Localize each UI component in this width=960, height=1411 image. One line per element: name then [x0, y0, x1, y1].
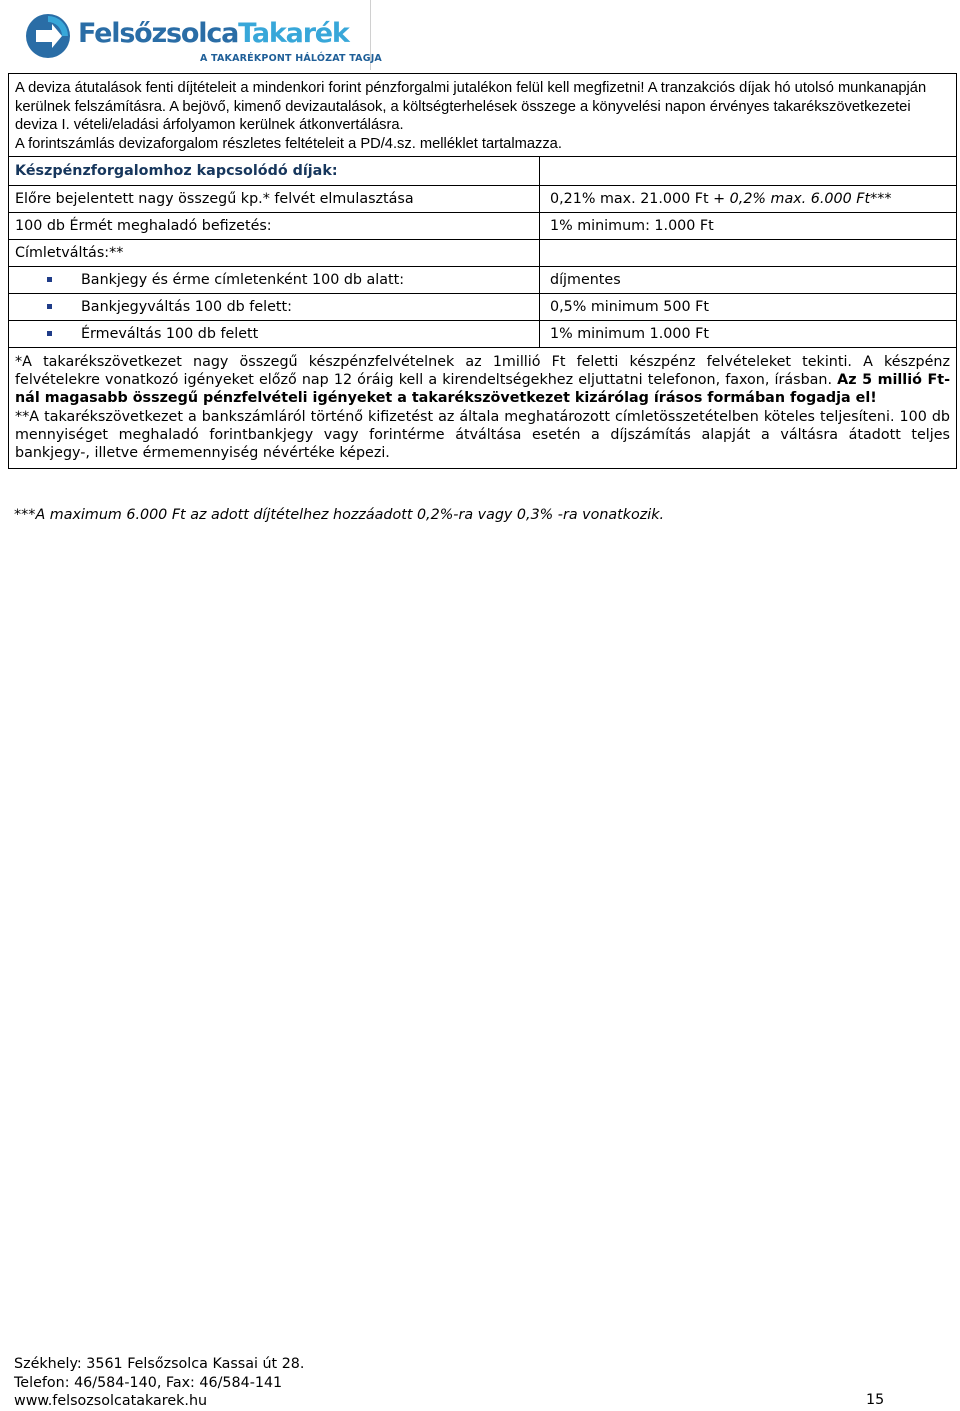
- page-footer: [14, 1355, 304, 1411]
- page-number: 15: [866, 1392, 885, 1408]
- row-label: Előre bejelentett nagy összegű kp.* felvét elmulasztása: [9, 186, 540, 213]
- table-row: [9, 186, 957, 213]
- row-label: 100 db Érmét meghaladó befizetés:: [9, 213, 540, 240]
- row-label-bulleted: Bankjegyváltás 100 db felett:: [9, 294, 540, 321]
- logo-tagline: A TAKARÉKPONT HÁLÓZAT TAGJA: [200, 53, 382, 64]
- footnote-2: **A takarékszövetkezet a bankszámláról történő kifizetést az általa meghatározott címletösszetételben köteles teljesíteni. 100 db mennyiséget meghaladó forintbankjegy vagy forintérme átváltása esetén a díjszámítás alapját a váltásra átadott teljes bankjegy-, illetve érmemennyiség névértéke képezi.: [15, 408, 950, 462]
- row-label-bulleted: Érmeváltás 100 db felett: [9, 321, 540, 348]
- table-row: [9, 267, 957, 294]
- empty-cell: [540, 157, 957, 186]
- row-value: 1% minimum: 1.000 Ft: [540, 213, 957, 240]
- bullet-square-icon: [47, 277, 52, 282]
- intro-paragraph-2: A forintszámlás devizaforgalom részletes feltételeit a PD/4.sz. melléklet tartalmazza.: [15, 135, 562, 152]
- footnotes-cell: [9, 348, 957, 469]
- row-label-bulleted: Bankjegy és érme címletenként 100 db alatt:: [9, 267, 540, 294]
- footer-phone: Telefon: 46/584-140, Fax: 46/584-141: [14, 1374, 283, 1391]
- fee-table: [8, 73, 957, 469]
- footer-website: www.felsozsolcatakarek.hu: [14, 1393, 208, 1410]
- logo-wordmark: FelsőzsolcaTakarék: [78, 18, 349, 49]
- table-row: [9, 240, 957, 267]
- row-value: díjmentes: [540, 267, 957, 294]
- arrow-badge-icon: [24, 12, 72, 60]
- intro-paragraph: A deviza átutalások fenti díjtételeit a mindenkori forint pénzforgalmi jutalékon felül kell megfizetni! A tranzakciós díjak hó utolsó munkanapján kerülnek felszámításra. A bejövő, kimenő devizautalások, a költségterhelések összege a könyvelési napon érvényes takarékszövetkezetei deviza I. vételi/eladási árfolyamon kerülnek átkonvertálásra.: [15, 80, 927, 133]
- bullet-square-icon: [47, 304, 52, 309]
- bullet-square-icon: [47, 331, 52, 336]
- table-row: [9, 294, 957, 321]
- footnote-3: ***A maximum 6.000 Ft az adott díjtételhez hozzáadott 0,2%-ra vagy 0,3% -ra vonatkozik.: [14, 507, 665, 523]
- row-value: 1% minimum 1.000 Ft: [540, 321, 957, 348]
- row-label: Címletváltás:**: [9, 240, 540, 267]
- bank-logo: [14, 0, 382, 70]
- intro-cell: [9, 74, 957, 157]
- section-title: Készpénzforgalomhoz kapcsolódó díjak:: [9, 157, 540, 186]
- table-row: [9, 213, 957, 240]
- footer-address: Székhely: 3561 Felsőzsolca Kassai út 28.: [14, 1356, 305, 1372]
- row-value: 0,21% max. 21.000 Ft + 0,2% max. 6.000 Ft***: [540, 186, 957, 213]
- row-value: 0,5% minimum 500 Ft: [540, 294, 957, 321]
- row-value: [540, 240, 957, 267]
- footnote-1: *A takarékszövetkezet nagy összegű készpénzfelvételnek az 1millió Ft feletti készpénz felvételeket tekinti. A készpénz felvételekre vonatkozó igényeket előző nap 12 óráig kell a kirendeltségekhez eljuttatni telefonon, faxon, írásban. Az 5 millió Ft-nál magasabb összegű pénzfelvételi igényeket a takarékszövetkezet kizárólag írásos formában fogadja el!: [15, 354, 950, 407]
- table-row: [9, 321, 957, 348]
